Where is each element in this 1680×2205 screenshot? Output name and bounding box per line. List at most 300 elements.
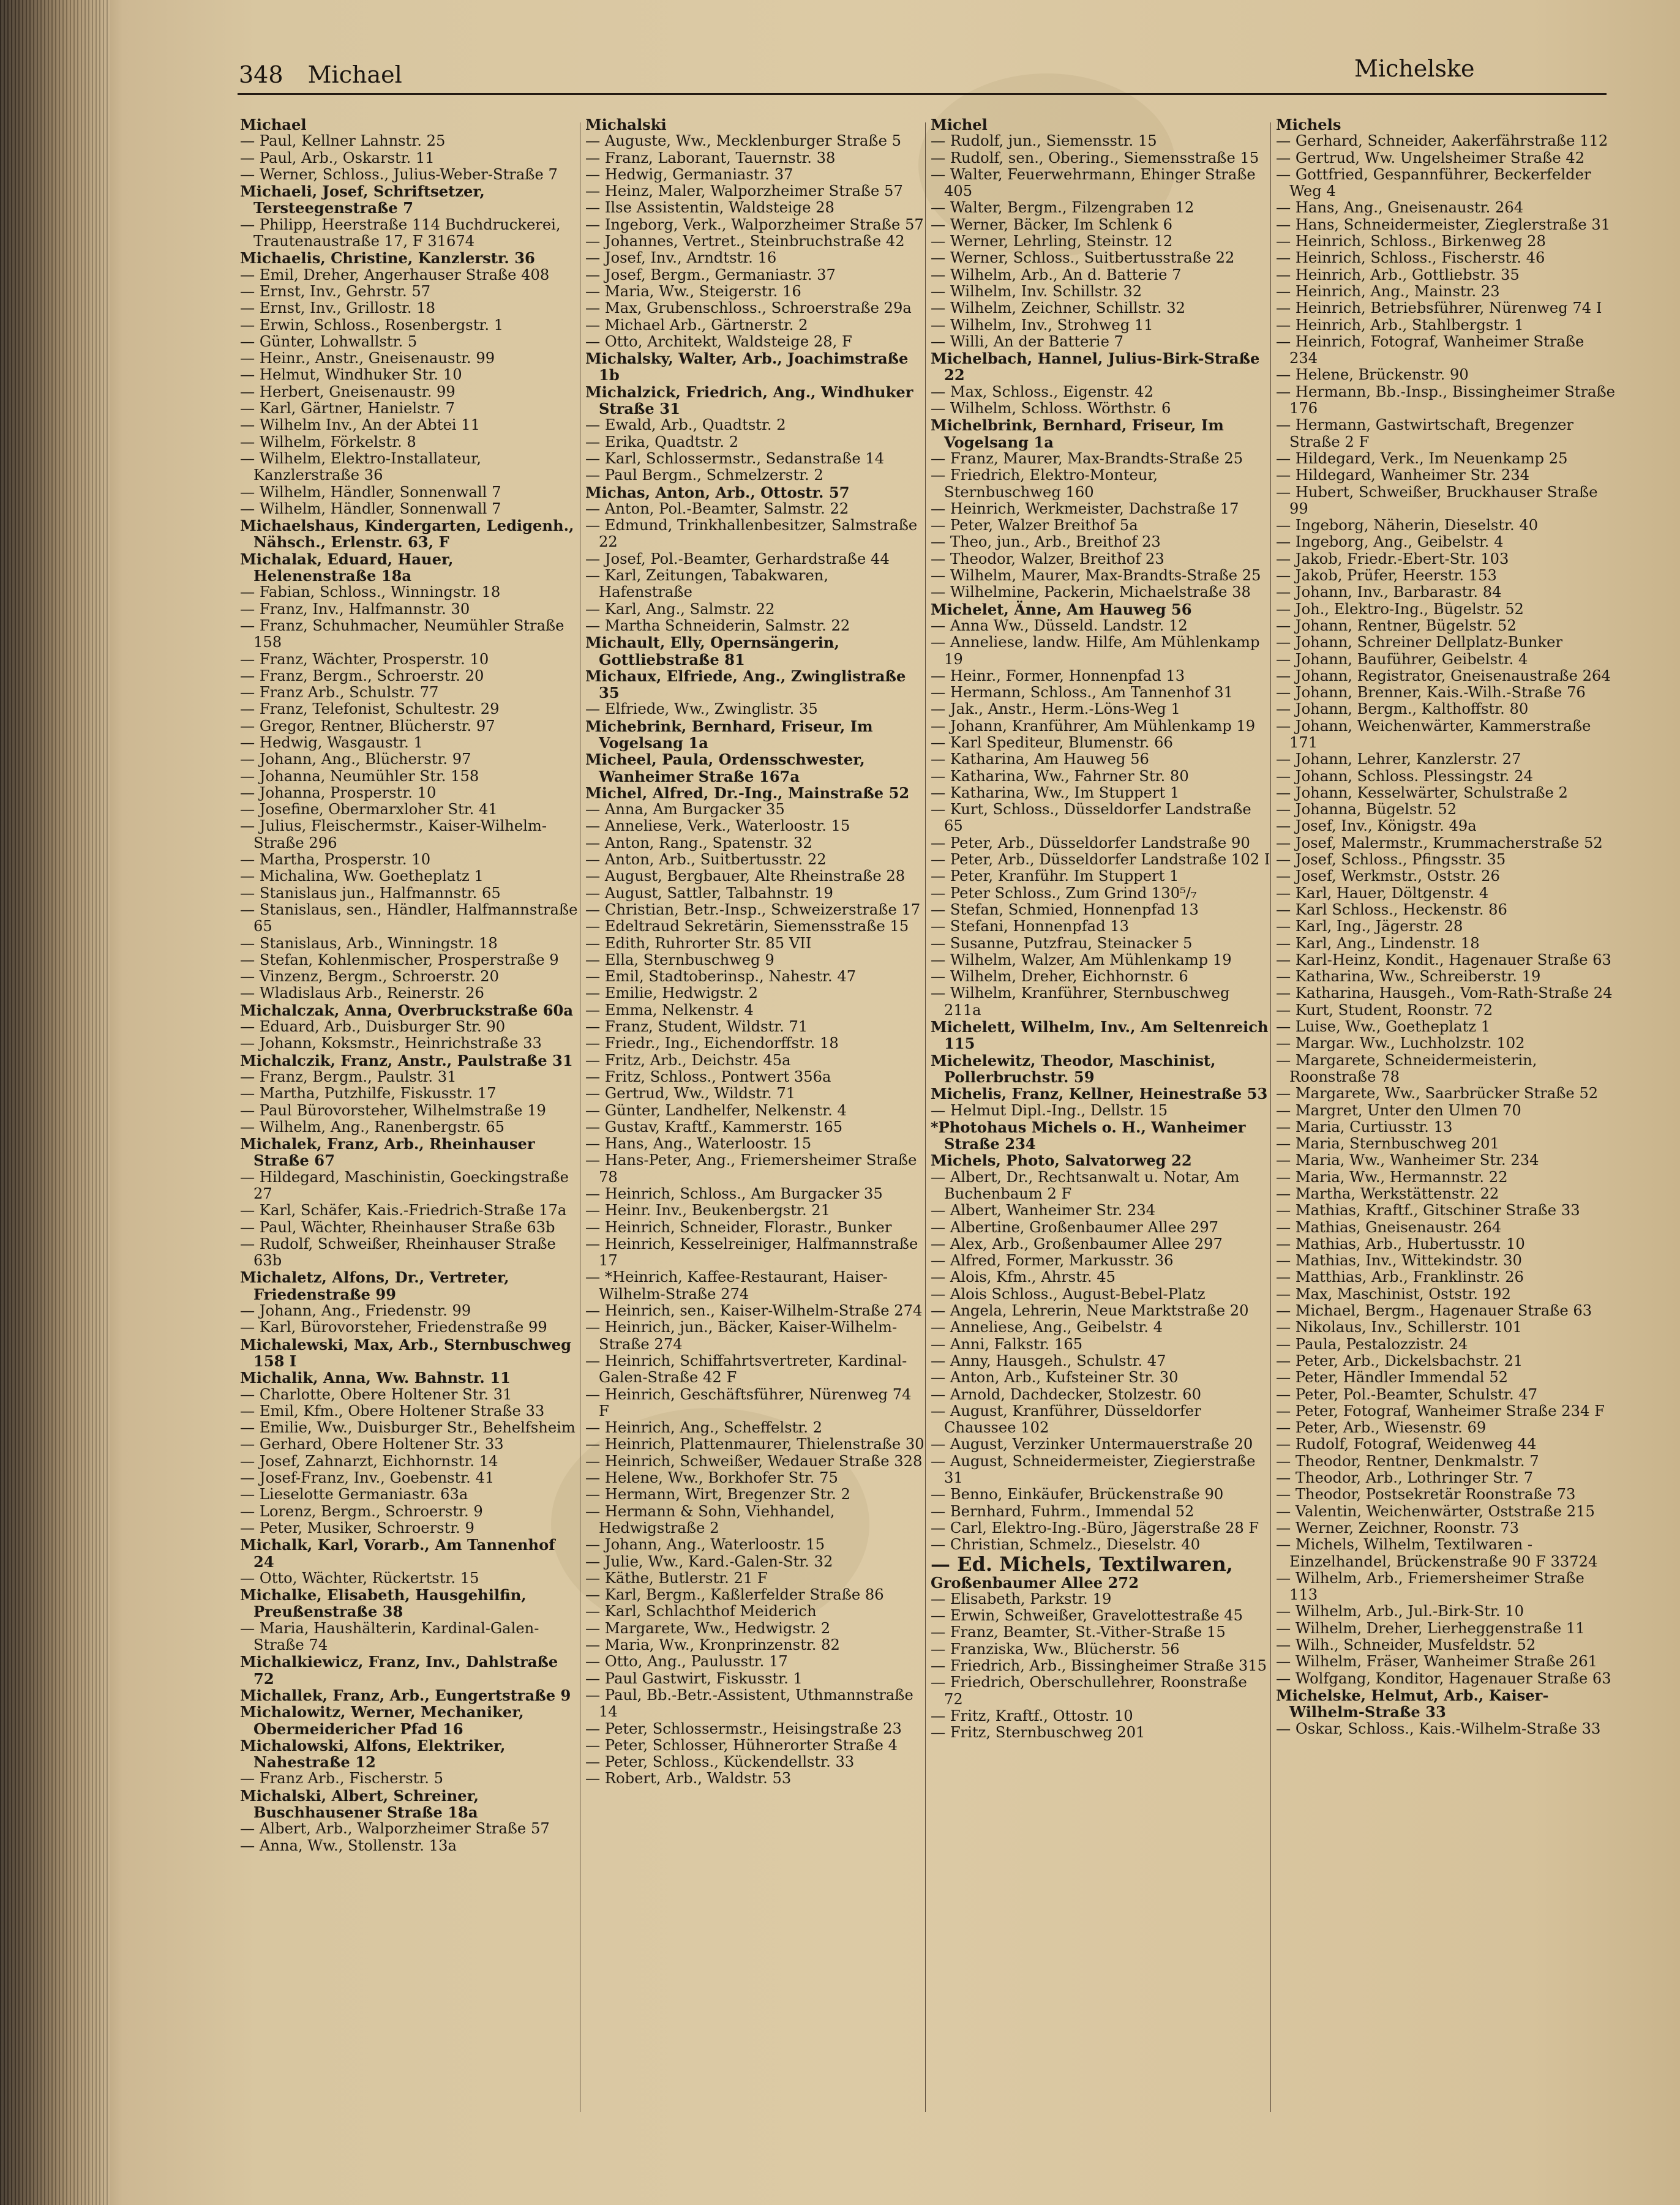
directory-entry: — Johann, Bauführer, Geibelstr. 4 (1276, 650, 1528, 668)
directory-entry: — Heinr., Anstr., Gneisenaustr. 99 (240, 350, 495, 367)
directory-entry: — Franz, Inv., Halfmannstr. 30 (240, 600, 470, 618)
directory-entry: — Ernst, Inv., Grillostr. 18 (240, 299, 436, 317)
directory-entry: — Gerhard, Obere Holtener Str. 33 (240, 1436, 504, 1453)
directory-entry: — Rudolf, Fotograf, Weidenweg 44 (1276, 1436, 1537, 1453)
directory-entry: — Karl, Ing., Jägerstr. 28 (1276, 918, 1463, 935)
directory-entry: Michel (931, 116, 988, 133)
directory-entry: — Charlotte, Obere Holtener Str. 31 (240, 1385, 512, 1403)
directory-entry: — Carl, Elektro-Ing.-Büro, Jägerstraße 28 F (931, 1519, 1259, 1537)
directory-entry: — Martha, Prosperstr. 10 (240, 851, 431, 869)
directory-entry: Michalski (585, 116, 667, 133)
directory-entry: — Johann, Lehrer, Kanzlerstr. 27 (1276, 751, 1521, 768)
directory-entry: — Helmut, Windhuker Str. 10 (240, 366, 462, 384)
directory-entry: — Johann, Ang., Blücherstr. 97 (240, 751, 471, 768)
directory-entry: — Heinrich, Schweißer, Wedauer Straße 328 (585, 1452, 923, 1470)
directory-entry: — Maria, Curtiusstr. 13 (1276, 1118, 1453, 1136)
directory-entry: — Johann, Ang., Friedenstr. 99 (240, 1302, 471, 1320)
directory-entry: — Wolfgang, Konditor, Hagenauer Straße 63 (1276, 1669, 1611, 1687)
directory-entry: — Bernhard, Fuhrm., Immendal 52 (931, 1502, 1194, 1520)
directory-entry: — Angela, Lehrerin, Neue Marktstraße 20 (931, 1302, 1249, 1320)
directory-entry: — Fritz, Schloss., Pontwert 356a (585, 1068, 831, 1085)
directory-entry: — Gertrud, Ww., Wildstr. 71 (585, 1085, 796, 1102)
directory-entry: Michalkiewicz, Franz, Inv., Dahlstraße 72 (240, 1653, 558, 1688)
directory-entry: — Hildegard, Wanheimer Str. 234 (1276, 466, 1530, 484)
directory-entry: — Ernst, Inv., Gehrstr. 57 (240, 282, 431, 300)
directory-entry: — Wilhelm, Maurer, Max-Brandts-Straße 25 (931, 567, 1261, 585)
directory-entry: — Michael Arb., Gärtnerstr. 2 (585, 316, 808, 334)
directory-entry: — Heinrich, Schloss., Am Burgacker 35 (585, 1185, 883, 1202)
directory-entry: — Heinrich, Ang., Scheffelstr. 2 (585, 1419, 823, 1437)
directory-entry: — Alois, Kfm., Ahrstr. 45 (931, 1268, 1116, 1286)
directory-entry: Michalczak, Anna, Overbruckstraße 60a (240, 1001, 574, 1019)
directory-entry: — Emil, Stadtoberinsp., Nahestr. 47 (585, 968, 857, 986)
directory-entry: — Peter, Arb., Düsseldorfer Landstraße 102 I (931, 851, 1270, 869)
directory-entry: — Hans, Schneidermeister, Zieglerstraße 31 (1276, 215, 1611, 233)
directory-entry: — Albert, Dr., Rechtsanwalt u. Notar, Am Buchenbaum 2 F (931, 1168, 1240, 1202)
directory-entry: — Josef, Schloss., Pfingsstr. 35 (1276, 851, 1506, 869)
directory-entry: — Anna Ww., Düsseld. Landstr. 12 (931, 616, 1188, 634)
directory-entry: — Wilhelm, Kranführer, Sternbuschweg 211a (931, 984, 1230, 1019)
directory-entry: — Peter, Musiker, Schroerstr. 9 (240, 1519, 474, 1537)
directory-entry: — Mathias, Gneisenaustr. 264 (1276, 1218, 1502, 1236)
directory-entry: — Elfriede, Ww., Zwinglistr. 35 (585, 700, 818, 718)
directory-entry: — Elisabeth, Parkstr. 19 (931, 1590, 1112, 1608)
directory-entry: — Heinrich, Kesselreiniger, Halfmannstraße 17 (585, 1235, 918, 1270)
column-4 (1276, 116, 1616, 2155)
directory-entry: Michaeli, Josef, Schriftsetzer, Tersteegenstraße 7 (240, 182, 485, 217)
directory-entry: — Werner, Lehrling, Steinstr. 12 (931, 233, 1173, 250)
directory-entry: — Werner, Schloss., Suitbertusstraße 22 (931, 249, 1235, 267)
directory-entry: — August, Verzinker Untermauerstraße 20 (931, 1436, 1253, 1453)
directory-entry: — Hermann, Bb.-Insp., Bissingheimer Straße 176 (1276, 383, 1615, 417)
directory-entry: — Heinr. Inv., Beukenbergstr. 21 (585, 1202, 831, 1219)
directory-entry: — Friedrich, Elektro-Monteur, Sternbuschweg 160 (931, 466, 1158, 501)
directory-entry: — Oskar, Schloss., Kais.-Wilhelm-Straße 33 (1276, 1720, 1601, 1737)
directory-entry: — Paul, Bb.-Betr.-Assistent, Uthmannstraße 14 (585, 1686, 913, 1721)
directory-entry: Michelis, Franz, Kellner, Heinestraße 53 (931, 1085, 1268, 1103)
directory-entry: — Margarete, Schneidermeisterin, Roonstraße 78 (1276, 1051, 1537, 1085)
directory-entry: — Edeltraud Sekretärin, Siemensstraße 15 (585, 918, 909, 935)
directory-entry: — Karl, Bergm., Kaßlerfelder Straße 86 (585, 1586, 884, 1604)
directory-entry: Michalek, Franz, Arb., Rheinhauser Straße 67 (240, 1135, 535, 1170)
directory-entry: — Johann, Registrator, Gneisenaustraße 264 (1276, 667, 1611, 684)
directory-entry: — Max, Schloss., Eigenstr. 42 (931, 383, 1153, 400)
column-divider (1270, 122, 1271, 2112)
directory-entry: — Josef-Franz, Inv., Goebenstr. 41 (240, 1469, 495, 1487)
directory-entry: — Peter, Fotograf, Wanheimer Straße 234 F (1276, 1402, 1605, 1420)
directory-entry: — Karl Schloss., Heckenstr. 86 (1276, 900, 1507, 918)
directory-entry: — Friedrich, Oberschullehrer, Roonstraße 72 (931, 1674, 1247, 1708)
directory-entry: — Gregor, Rentner, Blücherstr. 97 (240, 717, 495, 735)
directory-entry: — Friedrich, Arb., Bissingheimer Straße 315 (931, 1657, 1267, 1675)
directory-entry: — Stefan, Kohlenmischer, Prosperstraße 9 (240, 951, 559, 968)
directory-entry: — Heinrich, Arb., Gottliebstr. 35 (1276, 266, 1520, 283)
directory-entry: — Ed. Michels, Textilwaren, (931, 1552, 1233, 1576)
directory-entry: — August, Sattler, Talbahnstr. 19 (585, 884, 833, 902)
directory-entry: — Hedwig, Germaniastr. 37 (585, 165, 793, 183)
directory-entry: — Heinrich, Betriebsführer, Nürenweg 74 I (1276, 299, 1602, 317)
directory-entry: — Josef, Inv., Königstr. 49a (1276, 817, 1477, 835)
directory-entry: — Peter Schloss., Zum Grind 130⁵/₇ (931, 884, 1197, 902)
directory-entry: — Karl, Hauer, Döltgenstr. 4 (1276, 884, 1489, 902)
directory-entry: — Wilhelm, Händler, Sonnenwall 7 (240, 500, 501, 517)
directory-entry: — Emil, Dreher, Angerhauser Straße 408 (240, 266, 550, 283)
directory-entry: Michaelis, Christine, Kanzlerstr. 36 (240, 249, 535, 268)
directory-entry: — Mathias, Inv., Wittekindstr. 30 (1276, 1252, 1522, 1270)
directory-entry: Michelet, Änne, Am Hauweg 56 (931, 600, 1192, 618)
directory-entry: — Anneliese, Ang., Geibelstr. 4 (931, 1319, 1163, 1336)
page-number: 348 (239, 61, 283, 88)
directory-entry: Michaelshaus, Kindergarten, Ledigenh., Nähsch., Erlenstr. 63, F (240, 517, 574, 552)
directory-entry: — Michael, Bergm., Hagenauer Straße 63 (1276, 1302, 1592, 1320)
directory-entry: — Käthe, Butlerstr. 21 F (585, 1569, 768, 1587)
directory-entry: — Wilhelm, Fräser, Wanheimer Straße 261 (1276, 1653, 1597, 1671)
directory-entry: — Wilh., Schneider, Musfeldstr. 52 (1276, 1636, 1536, 1654)
directory-entry: — Wilhelm, Elektro-Installateur, Kanzlerstraße 36 (240, 449, 481, 484)
directory-entry: — Karl Spediteur, Blumenstr. 66 (931, 733, 1173, 751)
directory-entry: — Robert, Arb., Waldstr. 53 (585, 1770, 792, 1788)
directory-entry: — Fritz, Arb., Deichstr. 45a (585, 1051, 791, 1069)
directory-entry: — Wilhelm, Arb., An d. Batterie 7 (931, 266, 1182, 283)
directory-entry: — Gerhard, Schneider, Aakerfährstraße 112 (1276, 132, 1608, 150)
directory-entry: — Theodor, Rentner, Denkmalstr. 7 (1276, 1452, 1539, 1470)
directory-entry: — August, Kranführer, Düsseldorfer Chaussee 102 (931, 1402, 1201, 1437)
directory-entry: — Wilhelm, Walzer, Am Mühlenkamp 19 (931, 951, 1232, 968)
directory-entry: — Wilhelm, Inv., Strohweg 11 (931, 316, 1153, 334)
directory-entry: Michael (240, 116, 307, 133)
directory-entry: — Rudolf, Schweißer, Rheinhauser Straße 63b (240, 1235, 556, 1270)
directory-entry: — Johann, Schreiner Dellplatz-Bunker (1276, 634, 1563, 651)
directory-entry: — Josef, Zahnarzt, Eichhornstr. 14 (240, 1452, 498, 1470)
directory-entry: — Maria, Haushälterin, Kardinal-Galen-Straße 74 (240, 1619, 539, 1654)
directory-entry: — Johann, Schloss. Plessingstr. 24 (1276, 767, 1533, 785)
directory-entry: — Anneliese, Verk., Waterloostr. 15 (585, 817, 850, 835)
directory-entry: — Peter, Walzer Breithof 5a (931, 517, 1138, 534)
directory-entry: — Wilhelm, Händler, Sonnenwall 7 (240, 483, 501, 501)
directory-entry: — Peter, Händler Immendal 52 (1276, 1369, 1508, 1387)
directory-entry: — Wilhelmine, Packerin, Michaelstraße 38 (931, 583, 1251, 601)
directory-entry: — Matthias, Arb., Franklinstr. 26 (1276, 1268, 1524, 1286)
directory-entry: — Helmut Dipl.-Ing., Dellstr. 15 (931, 1101, 1168, 1119)
directory-entry: — Günter, Landhelfer, Nelkenstr. 4 (585, 1101, 847, 1119)
directory-entry: — August, Bergbauer, Alte Rheinstraße 28 (585, 867, 906, 885)
directory-entry: — Stefani, Honnenpfad 13 (931, 918, 1130, 935)
directory-entry: — Hildegard, Verk., Im Neuenkamp 25 (1276, 449, 1568, 467)
directory-entry: — Franz, Bergm., Schroerstr. 20 (240, 667, 484, 684)
directory-entry: — Gertrud, Ww. Ungelsheimer Straße 42 (1276, 149, 1585, 167)
directory-entry: — Fabian, Schloss., Winningstr. 18 (240, 583, 501, 601)
directory-entry: — Walter, Bergm., Filzengraben 12 (931, 199, 1194, 217)
directory-entry: — Hans, Ang., Gneisenaustr. 264 (1276, 199, 1524, 217)
directory-entry: — Franz Arb., Schulstr. 77 (240, 684, 439, 702)
directory-entry: — Stanislaus, Arb., Winningstr. 18 (240, 934, 498, 952)
directory-entry: Michel, Alfred, Dr.-Ing., Mainstraße 52 (585, 784, 910, 802)
column-divider (925, 122, 926, 2112)
directory-entry: — Johann, Koksmstr., Heinrichstraße 33 (240, 1035, 542, 1052)
directory-entry: — Willi, An der Batterie 7 (931, 332, 1124, 350)
directory-entry: — Paul Gastwirt, Fiskusstr. 1 (585, 1669, 803, 1687)
directory-entry: — Wilhelm, Arb., Friemersheimer Straße 113 (1276, 1569, 1584, 1604)
directory-entry: — Helene, Brückenstr. 90 (1276, 366, 1469, 384)
directory-entry: — Heinrich, Ang., Mainstr. 23 (1276, 282, 1500, 300)
directory-entry: — Erwin, Schweißer, Gravelottestraße 45 (931, 1607, 1243, 1625)
directory-entry: — Edmund, Trinkhallenbesitzer, Salmstraße 22 (585, 517, 918, 551)
directory-entry: — Karl-Heinz, Kondit., Hagenauer Straße 63 (1276, 951, 1611, 968)
directory-entry: Michalowitz, Werner, Mechaniker, Obermeidericher Pfad 16 (240, 1703, 524, 1738)
directory-entry: — Franz, Telefonist, Schultestr. 29 (240, 700, 500, 718)
directory-entry: — Karl, Schlachthof Meiderich (585, 1603, 817, 1620)
directory-entry: — Albert, Arb., Walporzheimer Straße 57 (240, 1820, 550, 1838)
directory-entry: — Maria, Ww., Hermannstr. 22 (1276, 1168, 1508, 1186)
directory-entry: — Katharina, Ww., Im Stuppert 1 (931, 784, 1180, 801)
directory-entry: — Lieselotte Germaniastr. 63a (240, 1486, 468, 1503)
directory-entry: Michalewski, Max, Arb., Sternbuschweg 158 I (240, 1335, 572, 1370)
directory-entry: — Anneliese, landw. Hilfe, Am Mühlenkamp 19 (931, 634, 1260, 668)
directory-entry: — Hermann, Gastwirtschaft, Bregenzer Straße 2 F (1276, 416, 1573, 451)
directory-entry: — Katharina, Hausgeh., Vom-Rath-Straße 24 (1276, 984, 1613, 1002)
directory-entry: — Otto, Wächter, Rückertstr. 15 (240, 1569, 479, 1587)
directory-entry: — Margarete, Ww., Hedwigstr. 2 (585, 1619, 831, 1637)
directory-entry: — Emilie, Ww., Duisburger Str., Behelfsheim (240, 1419, 576, 1437)
directory-entry: — Luise, Ww., Goetheplatz 1 (1276, 1018, 1491, 1036)
directory-entry: — Anny, Hausgeh., Schulstr. 47 (931, 1352, 1166, 1369)
column-3 (931, 116, 1270, 2155)
directory-entry: — Johann, Inv., Barbarastr. 84 (1276, 583, 1502, 601)
directory-entry: — Ingeborg, Näherin, Dieselstr. 40 (1276, 517, 1539, 534)
directory-entry: — Hans-Peter, Ang., Friemersheimer Straße 78 (585, 1151, 917, 1186)
directory-entry: — Johanna, Neumühler Str. 158 (240, 767, 479, 785)
directory-entry: — Susanne, Putzfrau, Steinacker 5 (931, 934, 1193, 952)
directory-entry: — Ingeborg, Verk., Walporzheimer Straße 57 (585, 215, 924, 233)
directory-entry: — Helene, Ww., Borkhofer Str. 75 (585, 1469, 838, 1487)
directory-entry: Michelske, Helmut, Arb., Kaiser-Wilhelm-Straße 33 (1276, 1686, 1549, 1721)
directory-entry: Michels (1276, 116, 1341, 133)
directory-entry: — Peter, Arb., Dickelsbachstr. 21 (1276, 1352, 1523, 1369)
directory-entry: — Ingeborg, Ang., Geibelstr. 4 (1276, 533, 1504, 551)
directory-entry: — Heinz, Maler, Walporzheimer Straße 57 (585, 182, 903, 200)
directory-entry: — Josef, Pol.-Beamter, Gerhardstraße 44 (585, 550, 890, 567)
directory-entry: — Margarete, Ww., Saarbrücker Straße 52 (1276, 1085, 1599, 1102)
directory-entry: — Vinzenz, Bergm., Schroerstr. 20 (240, 968, 500, 986)
directory-entry: — Heinrich, Werkmeister, Dachstraße 17 (931, 500, 1239, 517)
directory-entry: Michelbrink, Bernhard, Friseur, Im Vogelsang 1a (931, 416, 1224, 451)
directory-entry: — Wilhelm, Zeichner, Schillstr. 32 (931, 299, 1185, 317)
directory-entry: — Karl, Bürovorsteher, Friedenstraße 99 (240, 1319, 547, 1336)
directory-entry: — Anton, Arb., Suitbertusstr. 22 (585, 851, 827, 869)
directory-entry: — Fritz, Sternbuschweg 201 (931, 1724, 1146, 1742)
directory-entry: — Josef, Werkmstr., Oststr. 26 (1276, 867, 1500, 885)
directory-entry: — Kurt, Student, Roonstr. 72 (1276, 1001, 1493, 1019)
directory-entry: — Heinrich, Schneider, Florastr., Bunker (585, 1218, 892, 1236)
directory-entry: — Josef, Malermstr., Krummacherstraße 52 (1276, 834, 1603, 852)
directory-entry: — Heinrich, Schloss., Fischerstr. 46 (1276, 249, 1545, 267)
directory-entry: — Johann, Ang., Waterloostr. 15 (585, 1536, 825, 1554)
directory-entry: — Heinrich, jun., Bäcker, Kaiser-Wilhelm-Straße 274 (585, 1319, 898, 1353)
directory-entry: — Günter, Lohwallstr. 5 (240, 332, 418, 350)
directory-entry: — Otto, Ang., Paulusstr. 17 (585, 1653, 788, 1671)
directory-entry: — Wilhelm, Dreher, Lierheggenstraße 11 (1276, 1619, 1585, 1637)
directory-entry: — Franz, Laborant, Tauernstr. 38 (585, 149, 836, 167)
directory-entry: — Heinrich, Arb., Stahlbergstr. 1 (1276, 316, 1524, 334)
directory-entry: — Peter, Schloss., Kückendellstr. 33 (585, 1753, 855, 1771)
directory-entry: — Martha, Werkstättenstr. 22 (1276, 1185, 1499, 1202)
directory-entry: — Theo, jun., Arb., Breithof 23 (931, 533, 1161, 551)
directory-entry: — Maria, Ww., Wanheimer Str. 234 (1276, 1151, 1539, 1169)
directory-entry: Michallek, Franz, Arb., Eungertstraße 9 (240, 1686, 571, 1704)
directory-entry: Michels, Photo, Salvatorweg 22 (931, 1151, 1192, 1170)
directory-entry: Großenbaumer Allee 272 (931, 1573, 1139, 1592)
directory-entry: — Peter, Kranführ. Im Stuppert 1 (931, 867, 1179, 885)
directory-entry: — Theodor, Walzer, Breithof 23 (931, 550, 1164, 567)
directory-entry: — Nikolaus, Inv., Schillerstr. 101 (1276, 1319, 1522, 1336)
directory-entry: Michelewitz, Theodor, Maschinist, Pollerbruchstr. 59 (931, 1051, 1216, 1086)
directory-entry: — Johann, Rentner, Bügelstr. 52 (1276, 616, 1517, 634)
directory-entry: — Paula, Pestalozzistr. 24 (1276, 1335, 1468, 1353)
directory-entry: — Jakob, Friedr.-Ebert-Str. 103 (1276, 550, 1509, 567)
directory-entry: — Heinrich, Fotograf, Wanheimer Straße 234 (1276, 332, 1584, 367)
directory-entry: Micheel, Paula, Ordensschwester, Wanheimer Straße 167a (585, 751, 865, 785)
directory-entry: — Alfred, Former, Markusstr. 36 (931, 1252, 1174, 1270)
directory-entry: — Werner, Schloss., Julius-Weber-Straße 7 (240, 165, 558, 183)
directory-entry: Michault, Elly, Opernsängerin, Gottliebstraße 81 (585, 634, 839, 668)
directory-entry: — Auguste, Ww., Mecklenburger Straße 5 (585, 132, 901, 150)
directory-entry: Michalke, Elisabeth, Hausgehilfin, Preußenstraße 38 (240, 1586, 527, 1621)
directory-entry: — Valentin, Weichenwärter, Oststraße 215 (1276, 1502, 1595, 1520)
directory-entry: — Ilse Assistentin, Waldsteige 28 (585, 199, 834, 217)
column-2 (585, 116, 925, 2155)
directory-entry: — Franz, Student, Wildstr. 71 (585, 1018, 808, 1036)
directory-entry: — Wilhelm, Schloss. Wörthstr. 6 (931, 400, 1171, 417)
directory-entry: — Alex, Arb., Großenbaumer Allee 297 (931, 1235, 1223, 1252)
directory-entry: — *Heinrich, Kaffee-Restaurant, Haiser-Wilhelm-Straße 274 (585, 1268, 888, 1303)
directory-entry: — Wilhelm, Dreher, Eichhornstr. 6 (931, 968, 1188, 986)
directory-entry: — Hubert, Schweißer, Bruckhauser Straße 99 (1276, 483, 1598, 517)
column-1 (240, 116, 580, 2155)
directory-entry: — Johannes, Vertret., Steinbruchstraße 42 (585, 233, 905, 250)
directory-entry: — Hans, Ang., Waterloostr. 15 (585, 1135, 812, 1153)
directory-entry: — Katharina, Ww., Fahrner Str. 80 (931, 767, 1189, 785)
directory-entry: — Hedwig, Wasgaustr. 1 (240, 733, 423, 751)
directory-entry: — Edith, Ruhrorter Str. 85 VII (585, 934, 812, 952)
directory-entry: — Johann, Kesselwärter, Schulstraße 2 (1276, 784, 1568, 801)
directory-entry: — Joh., Elektro-Ing., Bügelstr. 52 (1276, 600, 1524, 618)
directory-entry: — Werner, Bäcker, Im Schlenk 6 (931, 215, 1173, 233)
directory-entry: — Stanislaus jun., Halfmannstr. 65 (240, 884, 501, 902)
directory-entry: — Fritz, Kraftf., Ottostr. 10 (931, 1707, 1133, 1724)
directory-entry: — Heinrich, Schiffahrtsvertreter, Kardinal-Galen-Straße 42 F (585, 1352, 907, 1387)
directory-entry: — Franz, Maurer, Max-Brandts-Straße 25 (931, 449, 1243, 467)
directory-entry: — Walter, Feuerwehrmann, Ehinger Straße 405 (931, 165, 1256, 200)
directory-entry: — Christian, Schmelz., Dieselstr. 40 (931, 1536, 1201, 1554)
directory-entry: — Peter, Schlossermstr., Heisingstraße 23 (585, 1720, 902, 1737)
directory-entry: Michaux, Elfriede, Ang., Zwinglistraße 35 (585, 667, 906, 702)
directory-entry: — Anton, Rang., Spatenstr. 32 (585, 834, 812, 852)
directory-entry: — Katharina, Am Hauweg 56 (931, 751, 1149, 768)
directory-entry: Michalk, Karl, Vorarb., Am Tannenhof 24 (240, 1536, 555, 1571)
directory-entry: — Kurt, Schloss., Düsseldorfer Landstraße 65 (931, 801, 1251, 835)
directory-entry: — Peter, Arb., Wiesenstr. 69 (1276, 1419, 1487, 1437)
directory-entry: — Michels, Wilhelm, Textilwaren - Einzelhandel, Brückenstraße 90 F 33724 (1276, 1536, 1598, 1570)
directory-entry: — Rudolf, jun., Siemensstr. 15 (931, 132, 1157, 150)
directory-entry: — Franz, Bergm., Paulstr. 31 (240, 1068, 457, 1085)
directory-entry: — Theodor, Arb., Lothringer Str. 7 (1276, 1469, 1534, 1487)
directory-entry: Michalak, Eduard, Hauer, Helenenstraße 18a (240, 550, 454, 585)
directory-entry: — Johanna, Prosperstr. 10 (240, 784, 437, 801)
directory-entry: — Albertine, Großenbaumer Allee 297 (931, 1218, 1219, 1236)
directory-entry: Michelbach, Hannel, Julius-Birk-Straße 22 (931, 350, 1260, 384)
directory-entry: — Margret, Unter den Ulmen 70 (1276, 1101, 1521, 1119)
directory-entry: — Karl, Schäfer, Kais.-Friedrich-Straße 17a (240, 1202, 567, 1219)
directory-entry: — Josefine, Obermarxloher Str. 41 (240, 801, 498, 818)
directory-entry: Michalski, Albert, Schreiner, Buschhausener Straße 18a (240, 1786, 479, 1821)
directory-entry: — Karl, Zeitungen, Tabakwaren, Hafenstraße (585, 567, 829, 601)
directory-entry: — Hermann, Wirt, Bregenzer Str. 2 (585, 1486, 850, 1503)
directory-entry: — Hermann, Schloss., Am Tannenhof 31 (931, 684, 1233, 702)
directory-entry: — Max, Grubenschloss., Schroerstraße 29a (585, 299, 912, 317)
directory-entry: Michas, Anton, Arb., Ottostr. 57 (585, 483, 850, 501)
directory-entry: — Hermann & Sohn, Viehhandel, Hedwigstraße 2 (585, 1502, 835, 1537)
directory-entry: — Hildegard, Maschinistin, Goeckingstraße 27 (240, 1168, 569, 1202)
directory-entry: — Maria, Ww., Steigerstr. 16 (585, 282, 801, 300)
directory-entry: Michelett, Wilhelm, Inv., Am Seltenreich 115 (931, 1018, 1269, 1053)
directory-entry: — August, Schneidermeister, Ziegierstraße 31 (931, 1452, 1256, 1487)
directory-entry: — Franz, Wächter, Prosperstr. 10 (240, 650, 489, 668)
directory-entry: — Emma, Nelkenstr. 4 (585, 1001, 754, 1019)
directory-entry: — Friedr., Ing., Eichendorffstr. 18 (585, 1035, 839, 1052)
directory-entry: — Anni, Falkstr. 165 (931, 1335, 1083, 1353)
directory-entry: — Johann, Weichenwärter, Kammerstraße 171 (1276, 717, 1591, 751)
directory-entry: Michalzick, Friedrich, Ang., Windhuker Straße 31 (585, 383, 913, 418)
directory-entry: — Erwin, Schloss., Rosenbergstr. 1 (240, 316, 504, 334)
directory-entry: — Rudolf, sen., Obering., Siemensstraße 15 (931, 149, 1259, 167)
directory-entry: — Paul, Wächter, Rheinhauser Straße 63b (240, 1218, 555, 1236)
directory-entry: — Franz Arb., Fischerstr. 5 (240, 1770, 443, 1788)
directory-entry: — Albert, Wanheimer Str. 234 (931, 1202, 1156, 1219)
header-left-word: Michael (307, 61, 402, 88)
directory-entry: — Josef, Inv., Arndtstr. 16 (585, 249, 777, 267)
directory-entry: — Otto, Architekt, Waldsteige 28, F (585, 332, 852, 350)
directory-entry: — Alois Schloss., August-Bebel-Platz (931, 1285, 1206, 1303)
page-edges (0, 0, 110, 2205)
directory-entry: — Johann, Kranführer, Am Mühlenkamp 19 (931, 717, 1256, 735)
directory-entry: — Karl, Schlossermstr., Sedanstraße 14 (585, 449, 885, 467)
directory-entry: — Gustav, Kraftf., Kammerstr. 165 (585, 1118, 843, 1136)
directory-entry: — Wilhelm, Arb., Jul.-Birk-Str. 10 (1276, 1603, 1524, 1620)
directory-entry: — Wilhelm, Inv. Schillstr. 32 (931, 282, 1142, 300)
directory-entry: — Peter, Arb., Düsseldorfer Landstraße 90 (931, 834, 1250, 852)
directory-entry: Michalsky, Walter, Arb., Joachimstraße 1b (585, 350, 909, 384)
directory-entry: — Wladislaus Arb., Reinerstr. 26 (240, 984, 484, 1002)
directory-entry: — Arnold, Dachdecker, Stolzestr. 60 (931, 1385, 1202, 1403)
directory-entry: — Wilhelm, Förkelstr. 8 (240, 433, 416, 451)
directory-entry: — Anna, Am Burgacker 35 (585, 801, 785, 818)
directory-entry: — Benno, Einkäufer, Brückenstraße 90 (931, 1486, 1224, 1503)
directory-entry: — Michalina, Ww. Goetheplatz 1 (240, 867, 484, 885)
directory-entry: — Jak., Anstr., Herm.-Löns-Weg 1 (931, 700, 1180, 718)
directory-entry: — Mathias, Arb., Hubertusstr. 10 (1276, 1235, 1525, 1252)
header-rule (238, 93, 1607, 95)
directory-entry: — Herbert, Gneisenaustr. 99 (240, 383, 456, 400)
directory-entry: — Karl, Ang., Salmstr. 22 (585, 600, 775, 618)
directory-entry: — Martha Schneiderin, Salmstr. 22 (585, 616, 850, 634)
directory-entry: — Emil, Kfm., Obere Holtener Straße 33 (240, 1402, 545, 1420)
directory-entry: — Mathias, Kraftf., Gitschiner Straße 33 (1276, 1202, 1580, 1219)
directory-entry: — Karl, Ang., Lindenstr. 18 (1276, 934, 1480, 952)
directory-entry: — Julius, Fleischermstr., Kaiser-Wilhelm-Straße 296 (240, 817, 547, 852)
directory-entry: — Erika, Quadtstr. 2 (585, 433, 739, 451)
directory-entry: — Maria, Ww., Kronprinzenstr. 82 (585, 1636, 840, 1654)
directory-entry: — Johann, Bergm., Kalthoffstr. 80 (1276, 700, 1529, 718)
